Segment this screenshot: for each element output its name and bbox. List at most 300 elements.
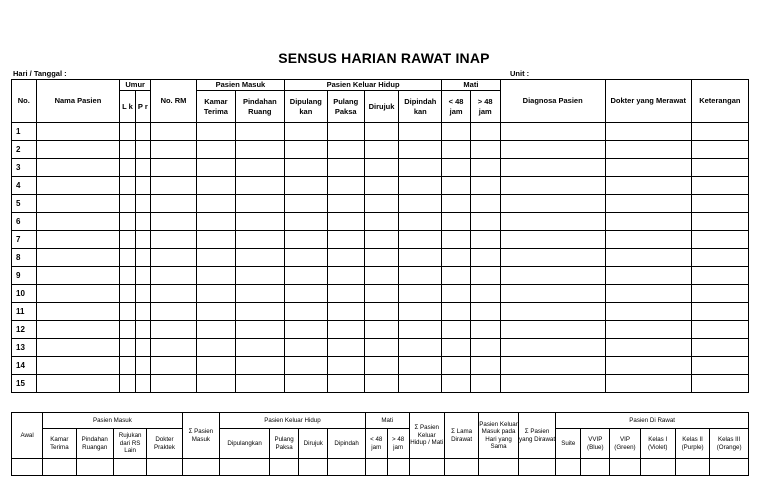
table-cell[interactable]	[605, 159, 691, 177]
summary-keluar-masuk: Pasien Keluar Masuk pada Hari yang Sama	[479, 413, 519, 459]
table-cell[interactable]	[399, 123, 442, 141]
table-cell[interactable]	[284, 231, 327, 249]
table-cell[interactable]	[284, 141, 327, 159]
header-pulang-paksa: Pulang Paksa	[327, 91, 364, 123]
table-cell[interactable]	[364, 195, 399, 213]
summary-cell[interactable]	[299, 459, 328, 476]
table-cell[interactable]	[442, 123, 471, 141]
table-cell[interactable]	[284, 339, 327, 357]
summary-pasien-dirawat: Pasien Di Rawat	[556, 413, 749, 429]
table-cell[interactable]	[36, 249, 120, 267]
table-cell[interactable]	[36, 231, 120, 249]
table-cell[interactable]	[196, 357, 235, 375]
header-dipindahkan: Dipindah kan	[399, 91, 442, 123]
table-cell[interactable]	[36, 339, 120, 357]
table-cell[interactable]	[120, 159, 135, 177]
table-cell[interactable]	[605, 195, 691, 213]
table-cell[interactable]	[442, 375, 471, 393]
table-cell[interactable]	[470, 141, 500, 159]
table-cell[interactable]	[36, 177, 120, 195]
table-cell[interactable]	[442, 339, 471, 357]
table-cell[interactable]	[120, 195, 135, 213]
summary-dipindah: Dipindah	[328, 429, 366, 459]
table-cell[interactable]	[284, 303, 327, 321]
table-cell[interactable]	[327, 285, 364, 303]
table-cell[interactable]	[36, 321, 120, 339]
table-cell[interactable]	[442, 141, 471, 159]
summary-cell[interactable]	[409, 459, 444, 476]
table-cell[interactable]	[36, 123, 120, 141]
table-cell[interactable]	[605, 375, 691, 393]
table-cell[interactable]	[196, 267, 235, 285]
table-cell[interactable]	[196, 123, 235, 141]
table-cell[interactable]	[470, 375, 500, 393]
summary-cell[interactable]	[710, 459, 749, 476]
table-cell[interactable]	[327, 159, 364, 177]
table-cell[interactable]	[500, 303, 605, 321]
table-cell[interactable]	[151, 159, 197, 177]
table-cell[interactable]	[691, 231, 748, 249]
table-cell[interactable]	[327, 123, 364, 141]
table-cell[interactable]	[284, 267, 327, 285]
table-cell[interactable]	[500, 339, 605, 357]
summary-kamar-terima: Kamar Terima	[43, 429, 76, 459]
table-cell[interactable]	[284, 195, 327, 213]
table-cell[interactable]	[364, 141, 399, 159]
date-label: Hari / Tanggal :	[13, 69, 67, 78]
header-diagnosa: Diagnosa Pasien	[500, 80, 605, 123]
table-cell[interactable]	[120, 177, 135, 195]
table-cell[interactable]	[235, 231, 284, 249]
table-cell[interactable]	[399, 141, 442, 159]
row-number: 6	[12, 213, 37, 231]
table-cell[interactable]	[327, 303, 364, 321]
table-cell[interactable]	[327, 267, 364, 285]
table-cell[interactable]	[327, 321, 364, 339]
table-cell[interactable]	[151, 357, 197, 375]
table-cell[interactable]	[691, 159, 748, 177]
table-cell[interactable]	[235, 375, 284, 393]
table-cell[interactable]	[120, 321, 135, 339]
table-cell[interactable]	[120, 231, 135, 249]
table-cell[interactable]	[399, 249, 442, 267]
table-cell[interactable]	[284, 213, 327, 231]
table-cell[interactable]	[470, 159, 500, 177]
row-number: 9	[12, 267, 37, 285]
table-cell[interactable]	[135, 357, 150, 375]
table-cell[interactable]	[151, 267, 197, 285]
summary-cell[interactable]	[147, 459, 182, 476]
table-cell[interactable]	[151, 231, 197, 249]
table-cell[interactable]	[235, 285, 284, 303]
table-cell[interactable]	[135, 303, 150, 321]
table-cell[interactable]	[196, 213, 235, 231]
summary-cell[interactable]	[328, 459, 366, 476]
table-cell[interactable]	[135, 159, 150, 177]
table-cell[interactable]	[500, 195, 605, 213]
table-cell[interactable]	[442, 303, 471, 321]
summary-cell[interactable]	[387, 459, 409, 476]
table-cell[interactable]	[196, 141, 235, 159]
table-cell[interactable]	[442, 285, 471, 303]
header-dipulangkan: Dipulang kan	[284, 91, 327, 123]
table-row	[12, 321, 749, 339]
table-cell[interactable]	[151, 177, 197, 195]
table-cell[interactable]	[500, 285, 605, 303]
table-cell[interactable]	[442, 267, 471, 285]
header-lt48: < 48 jam	[442, 91, 471, 123]
table-cell[interactable]	[284, 285, 327, 303]
table-cell[interactable]	[500, 177, 605, 195]
table-cell[interactable]	[135, 195, 150, 213]
table-cell[interactable]	[691, 123, 748, 141]
row-number: 7	[12, 231, 37, 249]
table-cell[interactable]	[235, 267, 284, 285]
table-cell[interactable]	[135, 141, 150, 159]
table-cell[interactable]	[120, 141, 135, 159]
summary-pindahan-ruangan: Pindahan Ruangan	[76, 429, 113, 459]
summary-cell[interactable]	[581, 459, 610, 476]
table-cell[interactable]	[442, 249, 471, 267]
table-cell[interactable]	[399, 213, 442, 231]
summary-lt48: < 48 jam	[365, 429, 387, 459]
table-cell[interactable]	[500, 231, 605, 249]
summary-kelas2: Kelas II (Purple)	[675, 429, 709, 459]
table-cell[interactable]	[284, 357, 327, 375]
header-no: No.	[12, 80, 37, 123]
table-cell[interactable]	[235, 141, 284, 159]
table-cell[interactable]	[364, 303, 399, 321]
table-row	[12, 303, 749, 321]
summary-sum-dirawat: Σ Pasien yang Dirawat	[518, 413, 555, 459]
table-cell[interactable]	[399, 375, 442, 393]
summary-cell[interactable]	[675, 459, 709, 476]
table-cell[interactable]	[470, 357, 500, 375]
table-cell[interactable]	[691, 249, 748, 267]
table-row	[12, 249, 749, 267]
table-cell[interactable]	[500, 321, 605, 339]
summary-vvip: VVIP (Blue)	[581, 429, 610, 459]
table-cell[interactable]	[364, 357, 399, 375]
header-keterangan: Keterangan	[691, 80, 748, 123]
header-nama-pasien: Nama Pasien	[36, 80, 120, 123]
table-cell[interactable]	[120, 267, 135, 285]
table-cell[interactable]	[151, 195, 197, 213]
header-umur-p: P r	[135, 91, 150, 123]
table-cell[interactable]	[284, 375, 327, 393]
table-cell[interactable]	[691, 321, 748, 339]
table-cell[interactable]	[151, 321, 197, 339]
table-cell[interactable]	[36, 267, 120, 285]
table-cell[interactable]	[135, 339, 150, 357]
table-cell[interactable]	[364, 123, 399, 141]
table-cell[interactable]	[151, 375, 197, 393]
table-cell[interactable]	[151, 339, 197, 357]
table-row	[12, 285, 749, 303]
table-cell[interactable]	[364, 249, 399, 267]
table-cell[interactable]	[327, 213, 364, 231]
table-cell[interactable]	[235, 177, 284, 195]
table-row	[12, 213, 749, 231]
table-cell[interactable]	[470, 231, 500, 249]
summary-cell[interactable]	[182, 459, 219, 476]
table-cell[interactable]	[399, 267, 442, 285]
table-cell[interactable]	[470, 123, 500, 141]
table-cell[interactable]	[470, 177, 500, 195]
table-cell[interactable]	[327, 177, 364, 195]
table-cell[interactable]	[120, 357, 135, 375]
table-cell[interactable]	[691, 375, 748, 393]
table-cell[interactable]	[605, 303, 691, 321]
table-cell[interactable]	[605, 141, 691, 159]
summary-cell[interactable]	[113, 459, 146, 476]
table-cell[interactable]	[399, 231, 442, 249]
table-cell[interactable]	[135, 285, 150, 303]
summary-cell[interactable]	[444, 459, 478, 476]
table-cell[interactable]	[120, 249, 135, 267]
table-cell[interactable]	[36, 375, 120, 393]
table-cell[interactable]	[135, 177, 150, 195]
table-cell[interactable]	[196, 303, 235, 321]
table-cell[interactable]	[135, 123, 150, 141]
table-cell[interactable]	[500, 375, 605, 393]
table-cell[interactable]	[364, 267, 399, 285]
table-cell[interactable]	[500, 141, 605, 159]
table-cell[interactable]	[691, 177, 748, 195]
table-cell[interactable]	[605, 267, 691, 285]
table-cell[interactable]	[470, 249, 500, 267]
table-cell[interactable]	[327, 249, 364, 267]
table-cell[interactable]	[196, 375, 235, 393]
table-row	[12, 231, 749, 249]
table-cell[interactable]	[470, 339, 500, 357]
table-cell[interactable]	[399, 321, 442, 339]
table-cell[interactable]	[691, 303, 748, 321]
table-cell[interactable]	[196, 285, 235, 303]
table-cell[interactable]	[151, 141, 197, 159]
summary-awal: Awal	[12, 413, 43, 459]
table-cell[interactable]	[196, 249, 235, 267]
table-cell[interactable]	[151, 285, 197, 303]
table-cell[interactable]	[235, 321, 284, 339]
table-cell[interactable]	[364, 231, 399, 249]
table-cell[interactable]	[605, 321, 691, 339]
summary-rujukan: Rujukan dari RS Lain	[113, 429, 146, 459]
table-cell[interactable]	[135, 213, 150, 231]
table-cell[interactable]	[235, 159, 284, 177]
table-cell[interactable]	[151, 303, 197, 321]
summary-pasien-keluar-hidup: Pasien Keluar Hidup	[220, 413, 366, 429]
table-cell[interactable]	[442, 195, 471, 213]
summary-cell[interactable]	[610, 459, 640, 476]
table-cell[interactable]	[327, 141, 364, 159]
table-cell[interactable]	[691, 195, 748, 213]
table-cell[interactable]	[151, 249, 197, 267]
table-cell[interactable]	[442, 159, 471, 177]
table-cell[interactable]	[327, 195, 364, 213]
table-cell[interactable]	[135, 375, 150, 393]
table-cell[interactable]	[691, 213, 748, 231]
table-cell[interactable]	[470, 213, 500, 231]
table-cell[interactable]	[135, 321, 150, 339]
summary-dokter-praktek: Dokter Praktek	[147, 429, 182, 459]
table-cell[interactable]	[691, 285, 748, 303]
table-cell[interactable]	[235, 213, 284, 231]
table-row	[12, 141, 749, 159]
table-cell[interactable]	[605, 213, 691, 231]
table-cell[interactable]	[364, 213, 399, 231]
table-cell[interactable]	[284, 123, 327, 141]
table-cell[interactable]	[284, 249, 327, 267]
row-number: 1	[12, 123, 37, 141]
unit-label: Unit :	[510, 69, 530, 78]
table-cell[interactable]	[605, 357, 691, 375]
table-cell[interactable]	[196, 231, 235, 249]
table-cell[interactable]	[364, 321, 399, 339]
table-cell[interactable]	[327, 357, 364, 375]
header-umur-l: L k	[120, 91, 135, 123]
table-cell[interactable]	[691, 267, 748, 285]
table-cell[interactable]	[235, 303, 284, 321]
table-cell[interactable]	[442, 177, 471, 195]
table-cell[interactable]	[327, 375, 364, 393]
summary-gt48: > 48 jam	[387, 429, 409, 459]
table-cell[interactable]	[151, 213, 197, 231]
row-number: 10	[12, 285, 37, 303]
table-cell[interactable]	[135, 249, 150, 267]
table-cell[interactable]	[196, 159, 235, 177]
summary-cell[interactable]	[640, 459, 675, 476]
table-cell[interactable]	[327, 231, 364, 249]
table-cell[interactable]	[364, 177, 399, 195]
table-cell[interactable]	[284, 177, 327, 195]
table-cell[interactable]	[500, 213, 605, 231]
table-cell[interactable]	[36, 213, 120, 231]
summary-dipulangkan: Dipulangkan	[220, 429, 270, 459]
table-cell[interactable]	[364, 375, 399, 393]
table-cell[interactable]	[364, 159, 399, 177]
table-cell[interactable]	[120, 213, 135, 231]
table-cell[interactable]	[399, 285, 442, 303]
table-cell[interactable]	[284, 321, 327, 339]
summary-cell[interactable]	[43, 459, 76, 476]
summary-pasien-masuk: Pasien Masuk	[43, 413, 182, 429]
table-cell[interactable]	[442, 357, 471, 375]
table-cell[interactable]	[500, 123, 605, 141]
table-cell[interactable]	[605, 123, 691, 141]
table-cell[interactable]	[364, 339, 399, 357]
table-cell[interactable]	[500, 159, 605, 177]
row-number: 8	[12, 249, 37, 267]
table-cell[interactable]	[470, 303, 500, 321]
summary-cell[interactable]	[479, 459, 519, 476]
table-cell[interactable]	[605, 285, 691, 303]
table-cell[interactable]	[691, 141, 748, 159]
summary-cell[interactable]	[220, 459, 270, 476]
table-cell[interactable]	[36, 357, 120, 375]
table-cell[interactable]	[500, 357, 605, 375]
summary-cell[interactable]	[270, 459, 299, 476]
table-cell[interactable]	[36, 141, 120, 159]
table-cell[interactable]	[500, 249, 605, 267]
table-cell[interactable]	[500, 267, 605, 285]
summary-cell[interactable]	[518, 459, 555, 476]
table-cell[interactable]	[120, 285, 135, 303]
summary-cell[interactable]	[365, 459, 387, 476]
table-cell[interactable]	[605, 249, 691, 267]
table-cell[interactable]	[135, 267, 150, 285]
table-cell[interactable]	[470, 267, 500, 285]
table-cell[interactable]	[120, 375, 135, 393]
summary-cell[interactable]	[76, 459, 113, 476]
summary-sum-keluar: Σ Pasien Keluar Hidup / Mati	[409, 413, 444, 459]
table-cell[interactable]	[36, 195, 120, 213]
table-cell[interactable]	[399, 177, 442, 195]
table-row	[12, 375, 749, 393]
table-cell[interactable]	[151, 123, 197, 141]
table-cell[interactable]	[120, 339, 135, 357]
summary-cell[interactable]	[556, 459, 581, 476]
summary-cell[interactable]	[12, 459, 43, 476]
table-cell[interactable]	[36, 159, 120, 177]
table-cell[interactable]	[196, 321, 235, 339]
table-cell[interactable]	[399, 159, 442, 177]
table-row	[12, 339, 749, 357]
table-cell[interactable]	[470, 195, 500, 213]
table-cell[interactable]	[605, 177, 691, 195]
table-cell[interactable]	[399, 339, 442, 357]
table-cell[interactable]	[235, 195, 284, 213]
table-cell[interactable]	[442, 231, 471, 249]
table-cell[interactable]	[120, 303, 135, 321]
table-cell[interactable]	[442, 213, 471, 231]
table-cell[interactable]	[399, 195, 442, 213]
header-mati: Mati	[442, 80, 500, 91]
header-pasien-keluar-hidup: Pasien Keluar Hidup	[284, 80, 441, 91]
table-cell[interactable]	[196, 195, 235, 213]
header-umur: Umur	[120, 80, 151, 91]
table-cell[interactable]	[399, 357, 442, 375]
table-cell[interactable]	[235, 249, 284, 267]
table-cell[interactable]	[235, 339, 284, 357]
table-cell[interactable]	[470, 321, 500, 339]
table-cell[interactable]	[605, 231, 691, 249]
table-cell[interactable]	[442, 321, 471, 339]
table-cell[interactable]	[399, 303, 442, 321]
table-cell[interactable]	[196, 177, 235, 195]
table-cell[interactable]	[235, 357, 284, 375]
table-cell[interactable]	[470, 285, 500, 303]
table-cell[interactable]	[691, 339, 748, 357]
summary-mati: Mati	[365, 413, 409, 429]
row-number: 12	[12, 321, 37, 339]
table-cell[interactable]	[235, 123, 284, 141]
table-cell[interactable]	[364, 285, 399, 303]
table-cell[interactable]	[327, 339, 364, 357]
table-cell[interactable]	[284, 159, 327, 177]
table-cell[interactable]	[36, 285, 120, 303]
row-number: 4	[12, 177, 37, 195]
table-cell[interactable]	[135, 231, 150, 249]
summary-pulang-paksa: Pulang Paksa	[270, 429, 299, 459]
table-cell[interactable]	[196, 339, 235, 357]
header-no-rm: No. RM	[151, 80, 197, 123]
table-row	[12, 357, 749, 375]
table-cell[interactable]	[120, 123, 135, 141]
table-cell[interactable]	[36, 303, 120, 321]
table-cell[interactable]	[605, 339, 691, 357]
table-cell[interactable]	[691, 357, 748, 375]
